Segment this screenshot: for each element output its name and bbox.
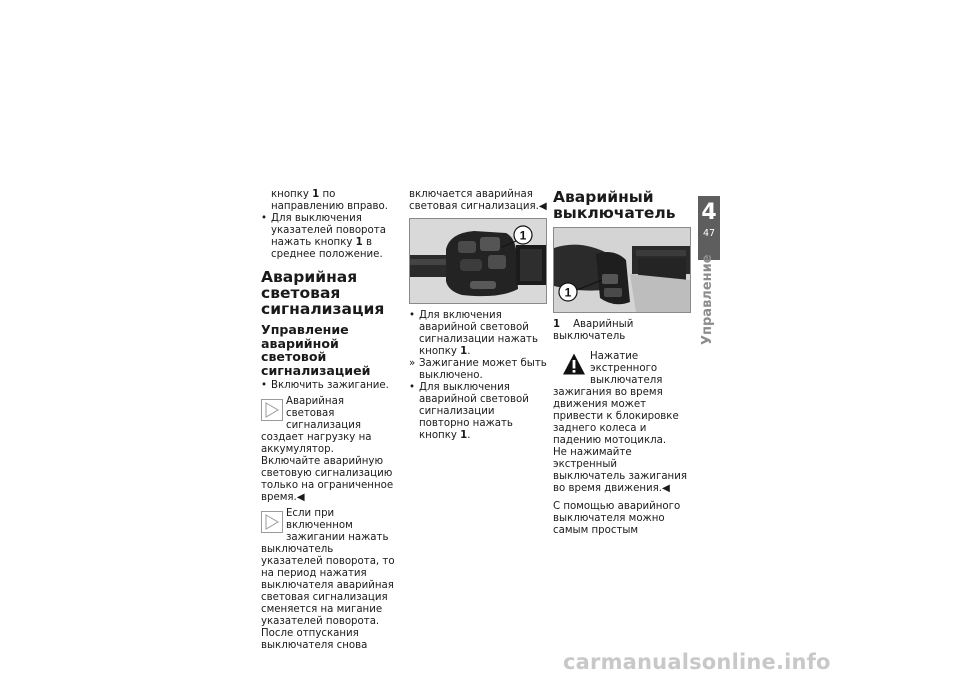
section-heading-hazard: Аварийная световая сигнализация bbox=[261, 268, 385, 318]
column-2 bbox=[409, 189, 547, 442]
note-turn-signal: Если при включенном зажигании нажать выключатель указателей поворота, то на период нажатия выключателя аварийная световая сигнализация сменяется на мигание указателей поворота. После отпускания выключателя снова bbox=[261, 508, 395, 651]
watermark: carmanualsonline.info bbox=[563, 650, 831, 674]
bullet-marker: • bbox=[409, 382, 416, 393]
column-3 bbox=[553, 189, 691, 537]
photo-callout-label: 1 bbox=[519, 228, 527, 243]
bullet-disable-hazard: • Для выключения аварийной световой сигнализации повторно нажать кнопку 1. bbox=[409, 382, 529, 441]
bullet-marker: • bbox=[409, 310, 416, 321]
end-mark: ◀ bbox=[662, 483, 670, 494]
end-mark: ◀ bbox=[296, 492, 305, 503]
bullet-continuation: кнопку 1 по направлению вправо. bbox=[271, 189, 389, 212]
bullet-marker: • bbox=[261, 380, 268, 391]
warning-kill-switch: Нажатие экстренного выключателя зажигания во время движения может привести к блокировке заднего колеса и падению мотоцикла. Не нажимайте экстренный выключатель зажигания во время движения.◀ bbox=[553, 351, 687, 494]
bullet-marker: • bbox=[261, 213, 268, 224]
kill-switch-photo bbox=[553, 227, 691, 313]
side-chapter-label: Управление bbox=[700, 254, 715, 345]
result-marker: » bbox=[409, 358, 416, 369]
note-battery: Аварийная световая сигнализация создает нагрузку на аккумулятор. Включайте аварийную световую сигнализацию только на ограниченное время.◀ bbox=[261, 396, 394, 503]
bullet-enable-hazard: • Для включения аварийной световой сигнализации нажать кнопку 1. bbox=[409, 310, 538, 357]
note-continuation: включается аварийная световая сигнализация.◀ bbox=[409, 189, 547, 212]
bullet-disable-indicators: • Для выключения указателей поворота нажать кнопку 1 в среднее положение. bbox=[261, 213, 386, 260]
end-mark: ◀ bbox=[538, 201, 547, 212]
photo-callout-label: 1 bbox=[564, 285, 572, 300]
result-ignition-off: » Зажигание может быть выключено. bbox=[409, 358, 547, 381]
chapter-tab bbox=[698, 196, 720, 260]
warning-triangle-icon bbox=[562, 352, 586, 376]
note-triangle-icon bbox=[261, 511, 283, 533]
photo-caption: 1 Аварийный выключатель bbox=[553, 319, 634, 342]
bullet-ignition: • Включить зажигание. bbox=[261, 380, 389, 391]
page-number: 47 bbox=[702, 228, 716, 239]
column-1 bbox=[261, 189, 395, 652]
section-heading-kill-switch: Аварийный выключатель bbox=[553, 188, 676, 222]
subsection-heading: Управление аварийной световой сигнализацией bbox=[261, 322, 371, 378]
paragraph-kill-switch-usage: С помощью аварийного выключателя можно самым простым bbox=[553, 501, 681, 536]
chapter-number: 4 bbox=[701, 200, 717, 225]
note-triangle-icon bbox=[261, 399, 283, 421]
handlebar-switch-photo bbox=[409, 218, 547, 304]
